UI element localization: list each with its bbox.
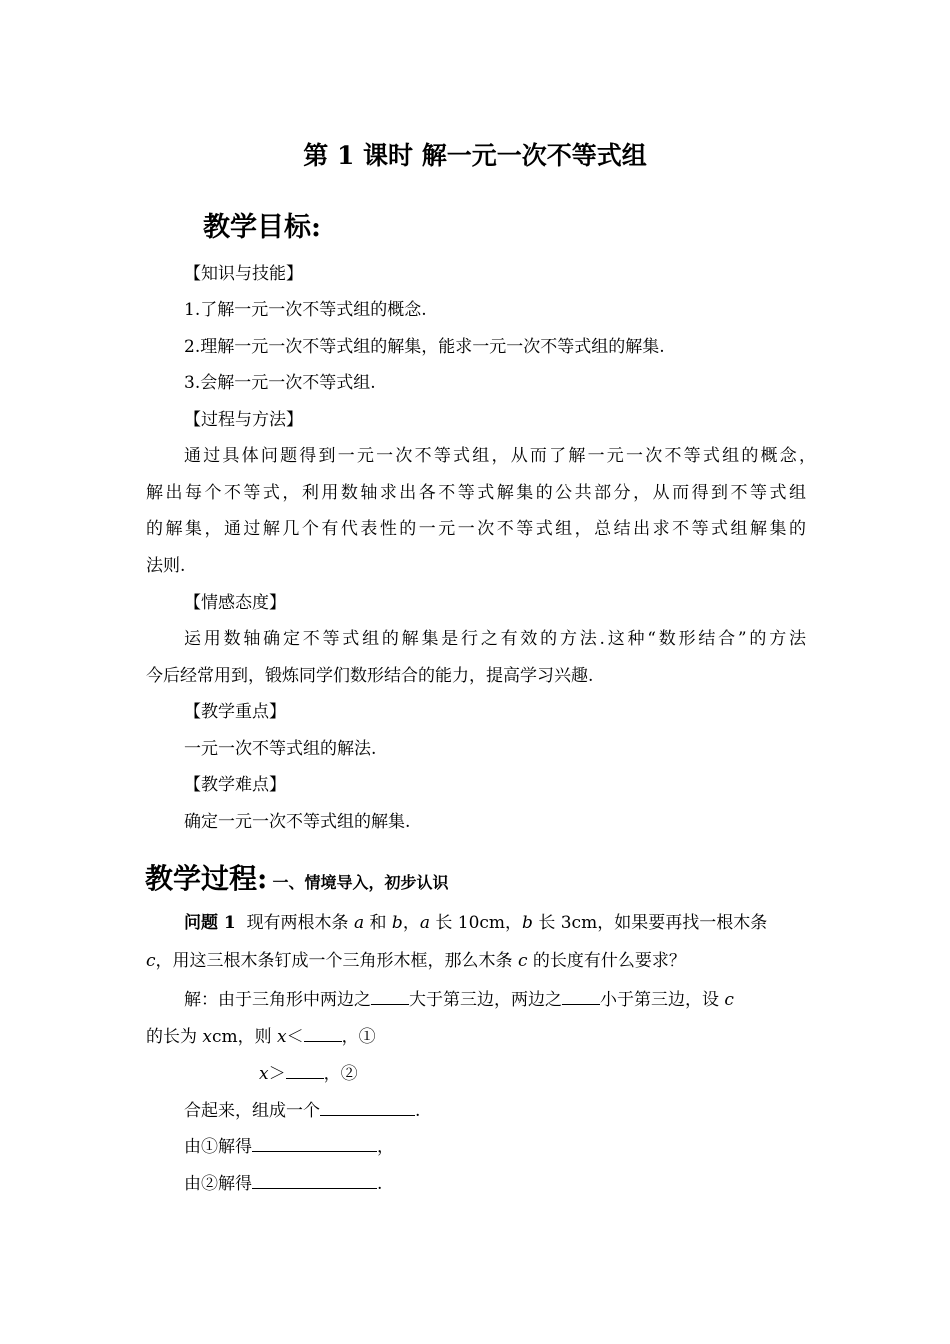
variable-x: x [202, 1027, 212, 1047]
variable-x: x [259, 1064, 269, 1084]
solution-line-4 [184, 1099, 420, 1122]
knowledge-item: 2.理解一元一次不等式组的解集，能求一元一次不等式组的解集. [184, 337, 665, 357]
variable-a: a [353, 913, 365, 933]
variable-c: c [724, 990, 734, 1010]
answer-blank[interactable] [286, 1062, 324, 1079]
key-point-label: 【教学重点】 [184, 702, 286, 722]
problem-text: 长 3cm，如果要再找一根木条 [532, 913, 768, 933]
problem-text: ， [402, 913, 420, 933]
solution-text: . [377, 1174, 383, 1194]
teaching-process-title: 教学过程: [145, 862, 268, 895]
solution-line-6 [184, 1172, 382, 1195]
variable-a: a [419, 913, 430, 933]
solution-text: 合起来，组成一个 [184, 1101, 320, 1121]
solution-text: ， [377, 1137, 394, 1157]
variable-c: c [146, 951, 156, 971]
answer-blank[interactable] [304, 1025, 342, 1042]
variable-x: x [277, 1027, 287, 1047]
solution-text: 小于第三边，设 [600, 990, 725, 1010]
solution-text: ，① [341, 1027, 376, 1047]
problem-text: 的长度有什么要求？ [527, 951, 686, 971]
problem-1-line-1 [184, 912, 767, 934]
problem-text: 和 [364, 913, 392, 933]
solution-text: ＞ [268, 1064, 286, 1084]
teaching-goals-heading: 教学目标: [203, 212, 321, 243]
emotion-line: 运用数轴确定不等式组的解集是行之有效的方法.这种“数形结合”的方法 [184, 629, 806, 649]
variable-b: b [522, 913, 533, 933]
process-line: 解出每个不等式，利用数轴求出各不等式解集的公共部分，从而得到不等式组 [146, 483, 806, 503]
page-title: 第 1 课时 解一元一次不等式组 [303, 141, 647, 170]
teaching-process-heading [145, 857, 448, 897]
process-line: 法则. [146, 556, 186, 576]
solution-text: 解：由于三角形中两边之 [184, 990, 371, 1010]
problem-text: 现有两根木条 [246, 913, 354, 933]
solution-text: 由①解得 [184, 1137, 252, 1157]
solution-text: cm，则 [212, 1027, 278, 1047]
solution-text: 大于第三边，两边之 [409, 990, 562, 1010]
emotion-line: 今后经常用到，锻炼同学们数形结合的能力，提高学习兴趣. [146, 666, 594, 686]
solution-line-5 [184, 1135, 394, 1158]
process-line: 的解集，通过解几个有代表性的一元一次不等式组，总结出求不等式组解集的 [146, 519, 806, 539]
emotion-label: 【情感态度】 [184, 593, 286, 613]
answer-blank[interactable] [371, 988, 409, 1005]
process-line: 通过具体问题得到一元一次不等式组，从而了解一元一次不等式组的概念， [184, 446, 816, 466]
difficulty-label: 【教学难点】 [184, 775, 286, 795]
solution-text: . [415, 1101, 421, 1121]
solution-line-3 [259, 1062, 358, 1085]
difficulty-text: 确定一元一次不等式组的解集. [184, 812, 411, 832]
solution-text: ＜ [286, 1027, 304, 1047]
answer-blank[interactable] [252, 1172, 377, 1189]
knowledge-label: 【知识与技能】 [184, 264, 303, 284]
variable-c: c [517, 951, 528, 971]
solution-text: 由②解得 [184, 1174, 252, 1194]
problem-text: ，用这三根木条钉成一个三角形木框，那么木条 [155, 951, 518, 971]
answer-blank[interactable] [562, 988, 600, 1005]
solution-text: ，② [323, 1064, 358, 1084]
process-label: 【过程与方法】 [184, 410, 303, 430]
problem-1-line-2 [146, 950, 686, 972]
knowledge-item: 1.了解一元一次不等式组的概念. [184, 300, 427, 320]
key-point-text: 一元一次不等式组的解法. [184, 739, 377, 759]
solution-line-2 [146, 1025, 376, 1048]
solution-text: 的长为 [146, 1027, 203, 1047]
solution-line-1 [184, 988, 734, 1011]
teaching-process-subtitle: 一、情境导入，初步认识 [272, 873, 449, 892]
problem-text: 长 10cm， [429, 913, 523, 933]
variable-b: b [391, 913, 403, 933]
problem-1-label: 问题 1 [184, 913, 236, 933]
knowledge-item: 3.会解一元一次不等式组. [184, 373, 376, 393]
answer-blank[interactable] [320, 1099, 415, 1116]
answer-blank[interactable] [252, 1135, 377, 1152]
